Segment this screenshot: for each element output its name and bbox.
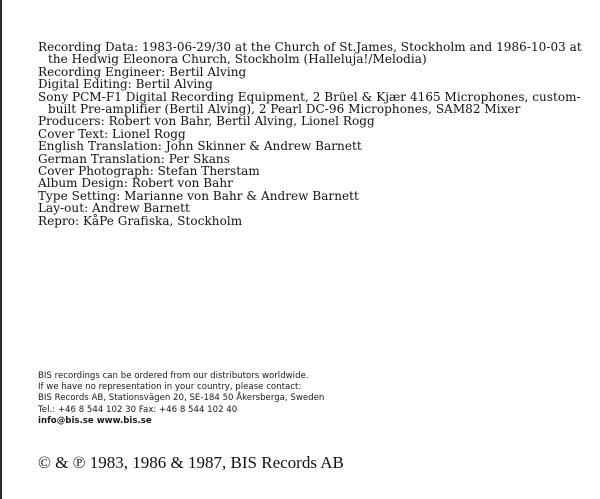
credit-digital-editing: Digital Editing: Bertil Alving: [38, 77, 213, 92]
distributor-email-web: info@bis.se www.bis.se: [38, 415, 152, 426]
distributor-info: [38, 371, 458, 427]
credit-lay-out: Lay-out: Andrew Barnett: [38, 201, 190, 216]
distributor-line: BIS recordings can be ordered from our distributors worldwide.: [38, 371, 309, 381]
credit-producers: Producers: Robert von Bahr, Bertil Alving, Lionel Rogg: [38, 114, 375, 129]
credit-german-translation: German Translation: Per Skans: [38, 151, 230, 166]
recording-credits: [38, 41, 586, 227]
distributor-line: If we have no representation in your country, please contact:: [38, 382, 302, 393]
distributor-address: BIS Records AB, Stationsvägen 20, SE-184 50 Åkersberga, Sweden: [38, 393, 325, 404]
credit-repro: Repro: KåPe Grafiska, Stockholm: [38, 213, 243, 228]
credit-equipment: Sony PCM-F1 Digital Recording Equipment, 2 Brüel & Kjær 4165 Microphones, custom-built Pre-amplifier (Bertil Alving), 2 Pearl DC-96 Microphones, SAM82 Mixer: [38, 89, 581, 117]
distributor-phone-fax: Tel.: +46 8 544 102 30 Fax: +46 8 544 102 40: [38, 404, 238, 415]
credit-recording-engineer: Recording Engineer: Bertil Alving: [38, 64, 247, 79]
credit-cover-photograph: Cover Photograph: Stefan Therstam: [38, 164, 260, 179]
copyright-notice: © & ℗ 1983, 1986 & 1987, BIS Records AB: [38, 453, 344, 472]
credit-type-setting: Type Setting: Marianne von Bahr & Andrew Barnett: [38, 188, 359, 203]
credit-cover-text: Cover Text: Lionel Rogg: [38, 126, 186, 141]
credit-english-translation: English Translation: John Skinner & Andrew Barnett: [38, 139, 362, 154]
page-edge-rule: [0, 0, 2, 499]
credit-recording-data: Recording Data: 1983-06-29/30 at the Church of St.James, Stockholm and 1986-10-03 at the Hedwig Eleonora Church, Stockholm (Halleluja!/Melodia): [38, 40, 582, 67]
credit-album-design: Album Design: Robert von Bahr: [38, 176, 233, 191]
